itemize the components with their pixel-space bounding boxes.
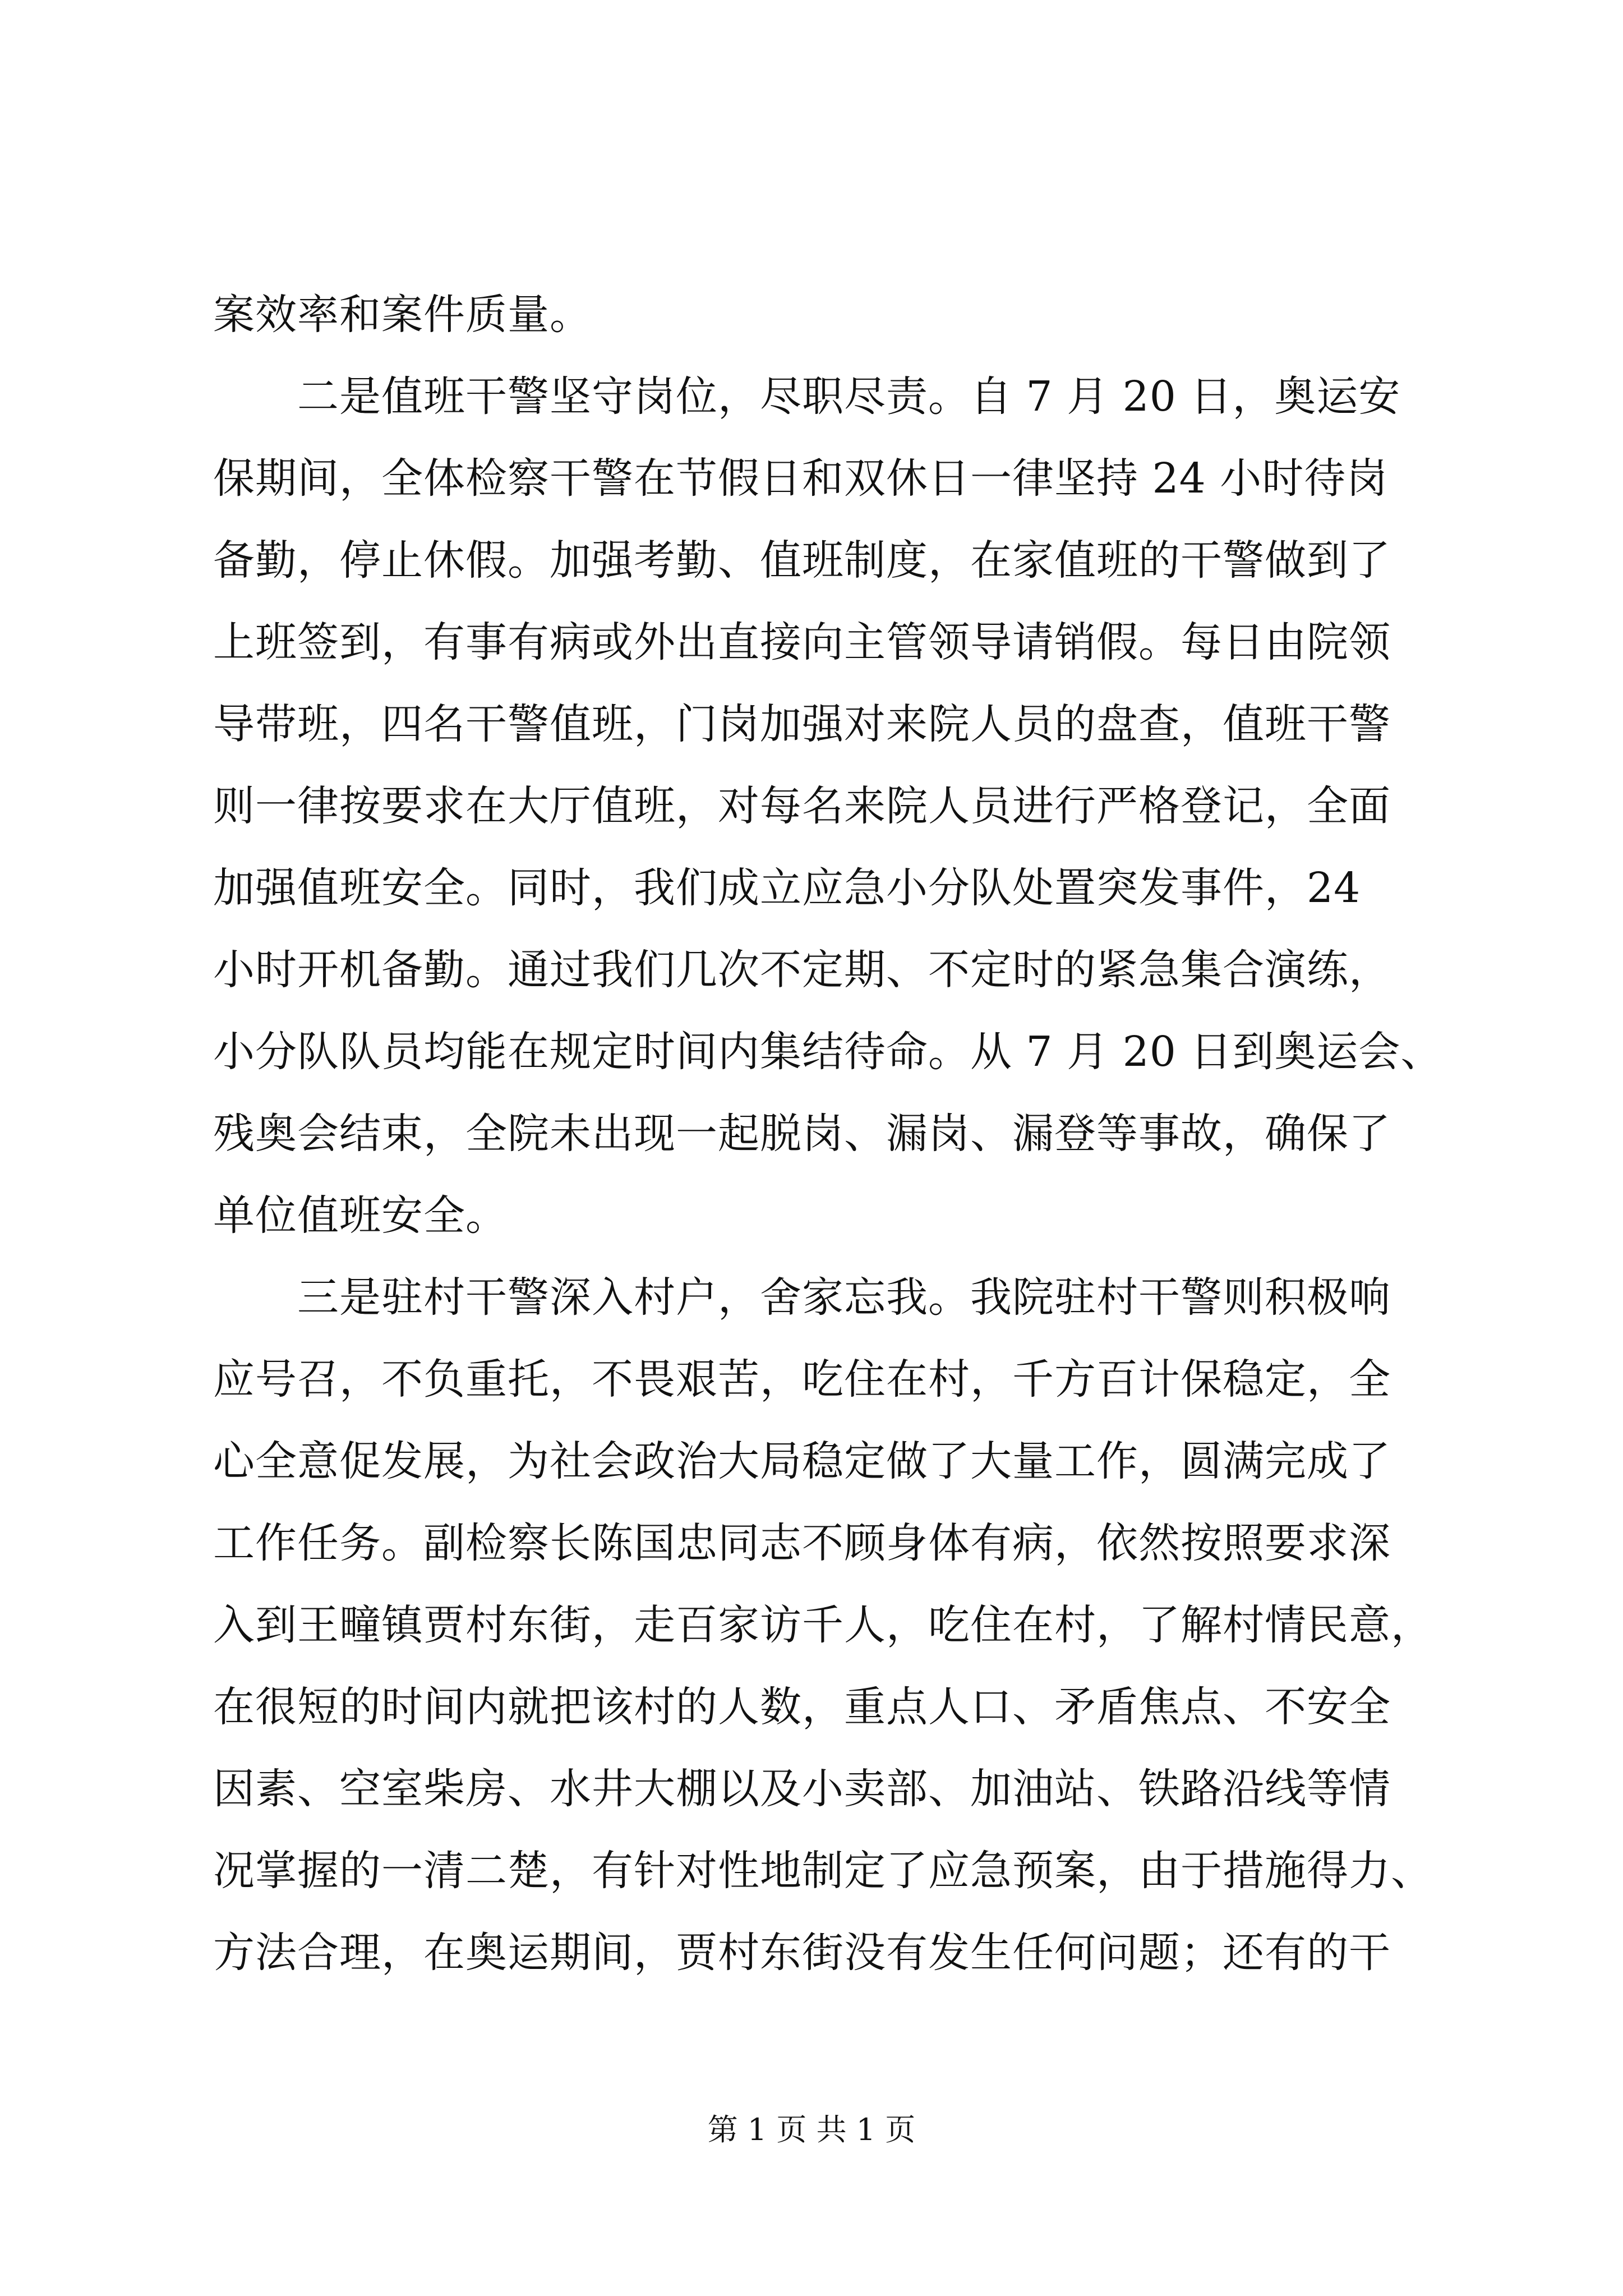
page-number: 第 1 页 共 1 页 bbox=[707, 2112, 916, 2147]
text-line: 小分队队员均能在规定时间内集结待命。从 7 月 20 日到奥运会、 bbox=[213, 1028, 1443, 1076]
text-line: 案效率和案件质量。 bbox=[213, 291, 592, 339]
text-line: 应号召，不负重托，不畏艰苦，吃住在村，千方百计保稳定，全 bbox=[213, 1355, 1391, 1404]
text-line: 工作任务。副检察长陈国忠同志不顾身体有病，依然按照要求深 bbox=[213, 1519, 1391, 1567]
page-footer bbox=[0, 2110, 1623, 2150]
text-line: 残奥会结束，全院未出现一起脱岗、漏岗、漏登等事故，确保了 bbox=[213, 1110, 1391, 1158]
text-line: 保期间，全体检察干警在节假日和双休日一律坚持 24 小时待岗 bbox=[213, 454, 1389, 503]
text-line: 备勤，停止休假。加强考勤、值班制度，在家值班的干警做到了 bbox=[213, 536, 1391, 585]
body-text bbox=[213, 274, 1443, 1994]
text-line: 二是值班干警坚守岗位，尽职尽责。自 7 月 20 日，奥运安 bbox=[213, 372, 1401, 421]
text-line: 心全意促发展，为社会政治大局稳定做了大量工作，圆满完成了 bbox=[213, 1437, 1391, 1485]
text-line: 入到王疃镇贾村东街，走百家访千人，吃住在村，了解村情民意， bbox=[213, 1601, 1433, 1649]
text-line: 单位值班安全。 bbox=[213, 1191, 508, 1240]
text-line: 因素、空室柴房、水井大棚以及小卖部、加油站、铁路沿线等情 bbox=[213, 1765, 1391, 1813]
text-line: 上班签到，有事有病或外出直接向主管领导请销假。每日由院领 bbox=[213, 618, 1391, 666]
text-line: 三是驻村干警深入村户，舍家忘我。我院驻村干警则积极响 bbox=[213, 1273, 1391, 1322]
text-line: 导带班，四名干警值班，门岗加强对来院人员的盘查，值班干警 bbox=[213, 700, 1391, 748]
text-line: 加强值班安全。同时，我们成立应急小分队处置突发事件，24 bbox=[213, 864, 1361, 912]
text-line: 则一律按要求在大厅值班，对每名来院人员进行严格登记，全面 bbox=[213, 782, 1391, 830]
text-line: 小时开机备勤。通过我们几次不定期、不定时的紧急集合演练， bbox=[213, 946, 1391, 994]
text-line: 在很短的时间内就把该村的人数，重点人口、矛盾焦点、不安全 bbox=[213, 1683, 1391, 1731]
text-line: 况掌握的一清二楚，有针对性地制定了应急预案，由于措施得力、 bbox=[213, 1847, 1433, 1895]
text-line: 方法合理，在奥运期间，贾村东街没有发生任何问题；还有的干 bbox=[213, 1929, 1391, 1977]
